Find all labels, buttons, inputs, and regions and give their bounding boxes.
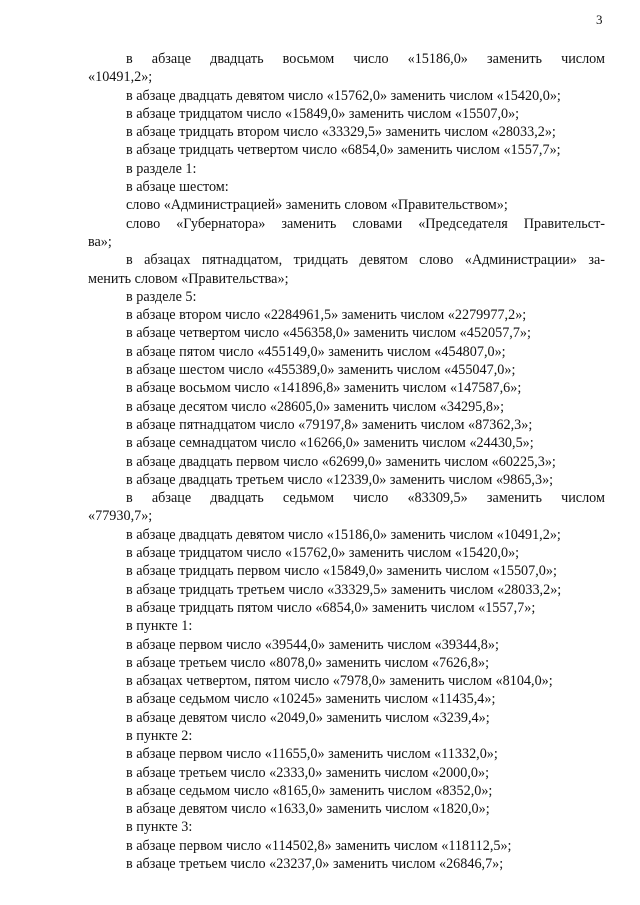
text-line: «77930,7»; [88, 508, 153, 525]
text-line: в абзаце первом число «39544,0» заменить числом «39344,8»; [126, 636, 499, 653]
text-line: в абзаце двадцать седьмом число «83309,5» заменить числом [126, 490, 605, 507]
text-line: в абзаце тридцать третьем число «33329,5» заменить числом «28033,2»; [126, 581, 562, 598]
text-line: в абзаце двадцать третьем число «12339,0» заменить числом «9865,3»; [126, 471, 554, 488]
text-line: в абзаце двадцать восьмом число «15186,0» заменить числом [126, 51, 605, 67]
text-line: в абзаце седьмом число «10245» заменить числом «11435,4»; [126, 691, 496, 708]
text-line: в абзаце четвертом число «456358,0» заменить числом «452057,7»; [126, 325, 531, 342]
text-line: в абзаце третьем число «2333,0» заменить числом «2000,0»; [126, 764, 490, 781]
text-line: менить словом «Правительства»; [88, 270, 289, 287]
text-line: в абзаце шестом: [126, 179, 229, 196]
text-line: в пункте 2: [126, 727, 193, 744]
text-line: в абзаце двадцать девятом число «15762,0» заменить числом «15420,0»; [126, 87, 561, 104]
text-line: в абзаце третьем число «23237,0» заменить числом «26846,7»; [126, 856, 504, 873]
text-line: в абзаце первом число «114502,8» заменить числом «118112,5»; [126, 837, 512, 854]
text-line: ва»; [88, 233, 112, 250]
text-line: в абзаце шестом число «455389,0» заменить числом «455047,0»; [126, 362, 516, 379]
text-line: в разделе 5: [126, 288, 197, 305]
text-line: слово «Губернатора» заменить словами «Председателя Правительст- [126, 215, 605, 232]
text-line: в абзаце девятом число «2049,0» заменить числом «3239,4»; [126, 709, 490, 726]
text-line: в абзаце тридцать четвертом число «6854,0» заменить числом «1557,7»; [126, 142, 561, 159]
text-line: «10491,2»; [88, 69, 153, 86]
text-line: в абзаце втором число «2284961,5» заменить числом «2279977,2»; [126, 307, 527, 324]
text-line: в абзаце восьмом число «141896,8» заменить числом «147587,6»; [126, 380, 522, 397]
document-body [88, 50, 605, 873]
text-line: слово «Администрацией» заменить словом «Правительством»; [126, 197, 508, 214]
text-line: в абзаце тридцатом число «15762,0» заменить числом «15420,0»; [126, 545, 520, 562]
text-line: в пункте 3: [126, 819, 193, 836]
text-line: в абзаце тридцать втором число «33329,5» заменить числом «28033,2»; [126, 124, 556, 141]
text-line: в абзаце десятом число «28605,0» заменить числом «34295,8»; [126, 398, 505, 415]
text-line: в абзаце девятом число «1633,0» заменить числом «1820,0»; [126, 801, 490, 818]
text-line: в абзаце тридцать первом число «15849,0» заменить числом «15507,0»; [126, 563, 557, 580]
text-line: в абзаце двадцать девятом число «15186,0» заменить числом «10491,2»; [126, 526, 561, 543]
text-line: в абзаце седьмом число «8165,0» заменить числом «8352,0»; [126, 782, 493, 799]
text-line: в абзаце тридцатом число «15849,0» заменить числом «15507,0»; [126, 105, 520, 122]
page-number: 3 [596, 12, 603, 27]
text-line: в разделе 1: [126, 160, 197, 177]
text-line: в абзаце тридцать пятом число «6854,0» заменить числом «1557,7»; [126, 599, 536, 616]
text-line: в абзаце двадцать первом число «62699,0» заменить числом «60225,3»; [126, 453, 556, 470]
text-line: в абзаце пятом число «455149,0» заменить числом «454807,0»; [126, 343, 506, 360]
text-line: в абзаце третьем число «8078,0» заменить числом «7626,8»; [126, 654, 490, 671]
text-line: в абзаце первом число «11655,0» заменить числом «11332,0»; [126, 746, 498, 763]
text-line: в абзаце семнадцатом число «16266,0» заменить числом «24430,5»; [126, 435, 534, 452]
text-line: в абзацах четвертом, пятом число «7978,0» заменить числом «8104,0»; [126, 673, 553, 690]
text-line: в пункте 1: [126, 618, 193, 635]
text-line: в абзацах пятнадцатом, тридцать девятом слово «Администрации» за- [126, 252, 605, 269]
text-line: в абзаце пятнадцатом число «79197,8» заменить числом «87362,3»; [126, 416, 533, 433]
